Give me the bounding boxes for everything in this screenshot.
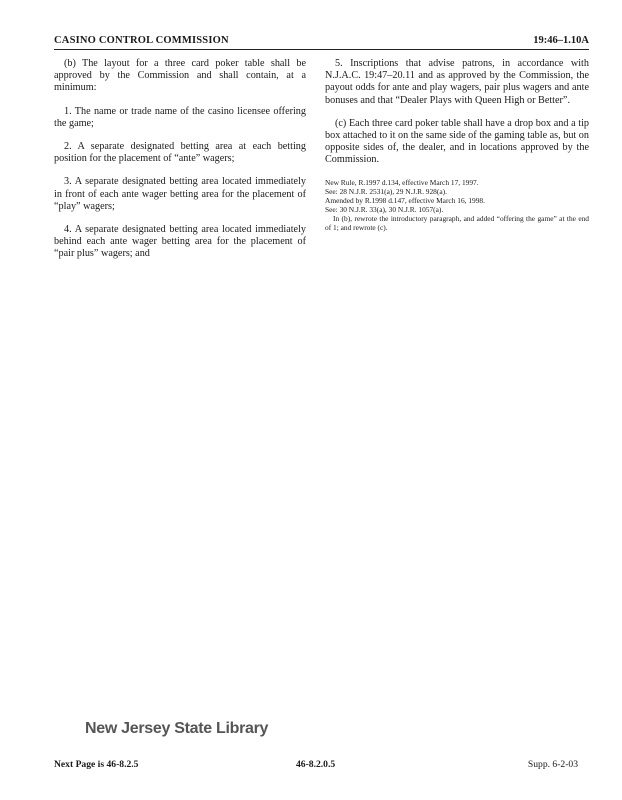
header-title: CASINO CONTROL COMMISSION	[54, 35, 229, 46]
page-number: 46-8.2.0.5	[296, 759, 336, 770]
list-item-1: 1. The name or trade name of the casino licensee offering the game;	[54, 105, 306, 129]
list-item-2: 2. A separate designated betting area at each betting position for the placement of “ante” wagers;	[54, 141, 306, 165]
history-note: In (b), rewrote the introductory paragraph, and added “offering the game” at the end of 1; and rewrote (c).	[325, 213, 589, 232]
supplement-date: Supp. 6-2-03	[527, 759, 578, 770]
history-line: Amended by R.1998 d.147, effective March 16, 1998.	[325, 195, 485, 205]
library-stamp: New Jersey State Library	[85, 720, 269, 737]
list-item-5: 5. Inscriptions that advise patrons, in accordance with N.J.A.C. 19:47–20.11 and as approved by the Commission, the payout odds for ante and play wagers, pair plus wagers and ante bonuses and that “Dealer Plays with Queen High or Better”.	[325, 58, 589, 106]
page-header	[54, 33, 589, 50]
next-page-note: Next Page is 46-8.2.5	[54, 759, 139, 770]
right-column	[325, 58, 589, 232]
history-line: New Rule, R.1997 d.134, effective March 17, 1997.	[325, 177, 479, 187]
left-column	[54, 58, 306, 272]
paragraph-b-intro: (b) The layout for a three card poker table shall be approved by the Commission and shall contain, at a minimum:	[54, 58, 306, 94]
history-line: See: 28 N.J.R. 2531(a), 29 N.J.R. 928(a).	[325, 186, 447, 196]
history-notes	[325, 178, 589, 232]
list-item-3: 3. A separate designated betting area located immediately in front of each ante wager betting area for the placement of “play” wagers;	[54, 176, 306, 212]
section-number: 19:46–1.10A	[533, 35, 589, 46]
history-line: See: 30 N.J.R. 33(a), 30 N.J.R. 1057(a).	[325, 204, 444, 214]
list-item-4: 4. A separate designated betting area located immediately behind each ante wager betting area for the placement of “pair plus” wagers; and	[54, 224, 306, 260]
paragraph-c: (c) Each three card poker table shall have a drop box and a tip box attached to it on the same side of the gaming table as, but on opposite sides of, the dealer, and in locations approved by the Commission.	[325, 117, 589, 166]
